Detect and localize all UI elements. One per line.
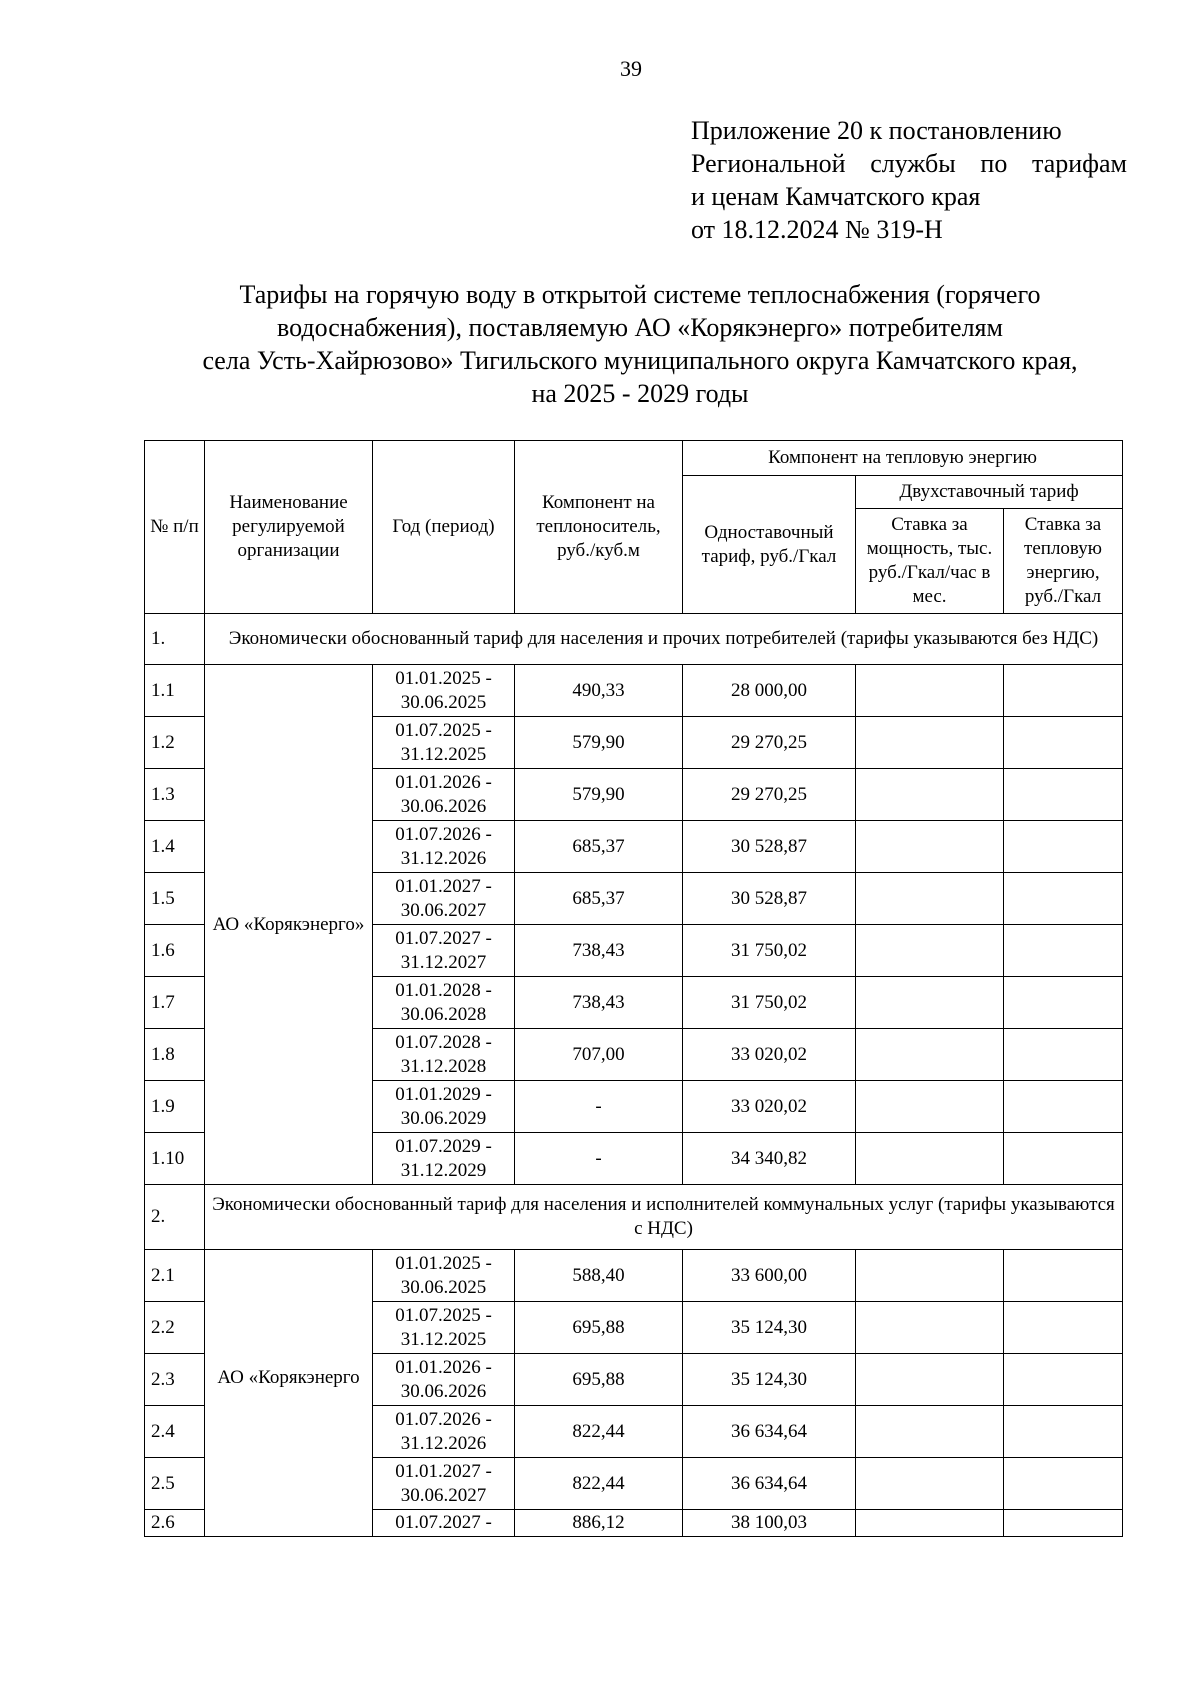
header-energy-group: Компонент на тепловую энергию — [683, 441, 1123, 476]
row-number: 1.6 — [145, 925, 205, 977]
period-cell — [373, 1029, 515, 1081]
period-end: 30.06.2025 — [400, 691, 487, 713]
header-org: Наименование регулируемой организации — [205, 441, 373, 614]
period-cell — [373, 1250, 515, 1302]
row-number: 2.3 — [145, 1354, 205, 1406]
single-rate-value: 29 270,25 — [683, 769, 856, 821]
energy-rate-value — [1004, 821, 1123, 873]
row-number: 1.2 — [145, 717, 205, 769]
row-number: 1.7 — [145, 977, 205, 1029]
page-number: 39 — [620, 56, 642, 81]
title-line-4: на 2025 - 2029 годы — [531, 379, 749, 408]
period-end: 31.12.2028 — [400, 1055, 487, 1077]
period-start: 01.07.2025 - — [395, 1304, 492, 1326]
period-start: 01.01.2028 - — [395, 979, 492, 1001]
title-line-2: водоснабжения), поставляемую АО «Корякэнерго» потребителям — [277, 313, 1003, 342]
period-cell — [373, 1406, 515, 1458]
single-rate-value: 30 528,87 — [683, 821, 856, 873]
energy-rate-value — [1004, 1133, 1123, 1185]
section-row — [145, 614, 1123, 665]
appendix-block — [691, 114, 1127, 246]
carrier-value: 685,37 — [515, 821, 683, 873]
period-end: 31.12.2026 — [400, 1432, 487, 1454]
carrier-value: 695,88 — [515, 1354, 683, 1406]
carrier-value: 579,90 — [515, 717, 683, 769]
organization-name: АО «Корякэнерго — [205, 1250, 373, 1537]
table-row — [145, 665, 1123, 717]
period-end: 30.06.2028 — [400, 1003, 487, 1025]
single-rate-value: 38 100,03 — [683, 1510, 856, 1537]
single-rate-value: 33 020,02 — [683, 1081, 856, 1133]
period-start: 01.01.2027 - — [395, 1460, 492, 1482]
period-end: 31.12.2029 — [400, 1159, 487, 1181]
carrier-value: 707,00 — [515, 1029, 683, 1081]
carrier-value: - — [515, 1081, 683, 1133]
period-start: 01.01.2025 - — [395, 667, 492, 689]
energy-rate-value — [1004, 1302, 1123, 1354]
period-cell — [373, 821, 515, 873]
row-number: 1.5 — [145, 873, 205, 925]
energy-rate-value — [1004, 977, 1123, 1029]
appendix-line-1: Приложение 20 к постановлению — [691, 116, 1062, 145]
capacity-rate-value — [856, 873, 1004, 925]
single-rate-value: 33 020,02 — [683, 1029, 856, 1081]
appendix-line-3: и ценам Камчатского края — [691, 182, 981, 211]
single-rate-value: 31 750,02 — [683, 977, 856, 1029]
single-rate-value: 35 124,30 — [683, 1354, 856, 1406]
capacity-rate-value — [856, 665, 1004, 717]
carrier-value: 579,90 — [515, 769, 683, 821]
carrier-value: 588,40 — [515, 1250, 683, 1302]
carrier-value: 886,12 — [515, 1510, 683, 1537]
capacity-rate-value — [856, 821, 1004, 873]
period-start: 01.07.2029 - — [395, 1135, 492, 1157]
section-title-text: Экономически обоснованный тариф для населения и прочих потребителей (тарифы указываются без НДС) — [228, 628, 1099, 649]
capacity-rate-value — [856, 1458, 1004, 1510]
document-title — [100, 278, 1180, 410]
period-start: 01.07.2027 - — [395, 1512, 492, 1533]
capacity-rate-value — [856, 717, 1004, 769]
period-end: 31.12.2027 — [400, 951, 487, 973]
capacity-rate-value — [856, 1081, 1004, 1133]
period-start: 01.01.2026 - — [395, 771, 492, 793]
period-start: 01.01.2027 - — [395, 875, 492, 897]
row-number: 1.8 — [145, 1029, 205, 1081]
period-start: 01.01.2026 - — [395, 1356, 492, 1378]
capacity-rate-value — [856, 1029, 1004, 1081]
energy-rate-value — [1004, 769, 1123, 821]
title-line-3: села Усть-Хайрюзово» Тигильского муниципального округа Камчатского края, — [202, 346, 1078, 375]
period-cell — [373, 1458, 515, 1510]
capacity-rate-value — [856, 977, 1004, 1029]
period-end: 30.06.2027 — [400, 899, 487, 921]
period-cell — [373, 925, 515, 977]
period-cell — [373, 769, 515, 821]
energy-rate-value — [1004, 1406, 1123, 1458]
capacity-rate-value — [856, 769, 1004, 821]
header-carrier: Компонент на теплоноситель, руб./куб.м — [515, 441, 683, 614]
single-rate-value: 30 528,87 — [683, 873, 856, 925]
period-cell — [373, 1354, 515, 1406]
section-title-text: Экономически обоснованный тариф для населения и исполнителей коммунальных услуг (тарифы указываются с НДС) — [212, 1194, 1115, 1239]
single-rate-value: 33 600,00 — [683, 1250, 856, 1302]
energy-rate-value — [1004, 1081, 1123, 1133]
period-end: 30.06.2027 — [400, 1484, 487, 1506]
capacity-rate-value — [856, 1302, 1004, 1354]
row-number: 1.3 — [145, 769, 205, 821]
section-title — [205, 1185, 1123, 1250]
carrier-value: 822,44 — [515, 1458, 683, 1510]
capacity-rate-value — [856, 925, 1004, 977]
capacity-rate-value — [856, 1510, 1004, 1537]
period-end: 31.12.2026 — [400, 847, 487, 869]
period-start: 01.01.2029 - — [395, 1083, 492, 1105]
energy-rate-value — [1004, 665, 1123, 717]
table-row — [145, 1250, 1123, 1302]
tariff-table — [144, 440, 1123, 1537]
row-number: 2.1 — [145, 1250, 205, 1302]
period-end: 30.06.2025 — [400, 1276, 487, 1298]
header-energy-rate: Ставка за тепловую энергию, руб./Гкал — [1004, 509, 1123, 614]
single-rate-value: 36 634,64 — [683, 1406, 856, 1458]
period-start: 01.01.2025 - — [395, 1252, 492, 1274]
period-end: 31.12.2025 — [400, 743, 487, 765]
single-rate-value: 29 270,25 — [683, 717, 856, 769]
period-end: 30.06.2029 — [400, 1107, 487, 1129]
period-start: 01.07.2027 - — [395, 927, 492, 949]
organization-name: АО «Корякэнерго» — [205, 665, 373, 1185]
row-number: 2.2 — [145, 1302, 205, 1354]
row-number: 1.1 — [145, 665, 205, 717]
capacity-rate-value — [856, 1250, 1004, 1302]
capacity-rate-value — [856, 1354, 1004, 1406]
header-num: № п/п — [145, 441, 205, 614]
period-cell — [373, 1302, 515, 1354]
period-cell — [373, 1510, 515, 1537]
carrier-value: - — [515, 1133, 683, 1185]
energy-rate-value — [1004, 873, 1123, 925]
single-rate-value: 28 000,00 — [683, 665, 856, 717]
energy-rate-value — [1004, 1354, 1123, 1406]
single-rate-value: 34 340,82 — [683, 1133, 856, 1185]
period-cell — [373, 665, 515, 717]
period-end: 31.12.2025 — [400, 1328, 487, 1350]
carrier-value: 738,43 — [515, 977, 683, 1029]
single-rate-value: 31 750,02 — [683, 925, 856, 977]
header-period: Год (период) — [373, 441, 515, 614]
period-cell — [373, 1081, 515, 1133]
appendix-line-4: от 18.12.2024 № 319-Н — [691, 215, 943, 244]
period-end: 30.06.2026 — [400, 795, 487, 817]
capacity-rate-value — [856, 1133, 1004, 1185]
appendix-line-2: Региональной службы по тарифам — [691, 149, 1127, 178]
carrier-value: 685,37 — [515, 873, 683, 925]
period-start: 01.07.2026 - — [395, 823, 492, 845]
capacity-rate-value — [856, 1406, 1004, 1458]
section-title — [205, 614, 1123, 665]
period-start: 01.07.2028 - — [395, 1031, 492, 1053]
carrier-value: 490,33 — [515, 665, 683, 717]
section-number: 2. — [145, 1185, 205, 1250]
row-number: 1.9 — [145, 1081, 205, 1133]
row-number: 2.4 — [145, 1406, 205, 1458]
period-start: 01.07.2026 - — [395, 1408, 492, 1430]
header-capacity-rate: Ставка за мощность, тыс. руб./Гкал/час в мес. — [856, 509, 1004, 614]
period-end: 30.06.2026 — [400, 1380, 487, 1402]
energy-rate-value — [1004, 1029, 1123, 1081]
header-single-rate: Одноставочный тариф, руб./Гкал — [683, 476, 856, 614]
section-number: 1. — [145, 614, 205, 665]
title-line-1: Тарифы на горячую воду в открытой системе теплоснабжения (горячего — [239, 280, 1041, 309]
row-number: 2.5 — [145, 1458, 205, 1510]
carrier-value: 822,44 — [515, 1406, 683, 1458]
energy-rate-value — [1004, 717, 1123, 769]
period-start: 01.07.2025 - — [395, 719, 492, 741]
single-rate-value: 35 124,30 — [683, 1302, 856, 1354]
period-cell — [373, 717, 515, 769]
header-two-rate: Двухставочный тариф — [856, 476, 1123, 509]
row-number: 1.10 — [145, 1133, 205, 1185]
period-cell — [373, 977, 515, 1029]
section-row — [145, 1185, 1123, 1250]
period-cell — [373, 873, 515, 925]
energy-rate-value — [1004, 1458, 1123, 1510]
energy-rate-value — [1004, 1250, 1123, 1302]
carrier-value: 738,43 — [515, 925, 683, 977]
row-number: 1.4 — [145, 821, 205, 873]
energy-rate-value — [1004, 925, 1123, 977]
row-number: 2.6 — [145, 1510, 205, 1537]
single-rate-value: 36 634,64 — [683, 1458, 856, 1510]
period-cell — [373, 1133, 515, 1185]
energy-rate-value — [1004, 1510, 1123, 1537]
carrier-value: 695,88 — [515, 1302, 683, 1354]
